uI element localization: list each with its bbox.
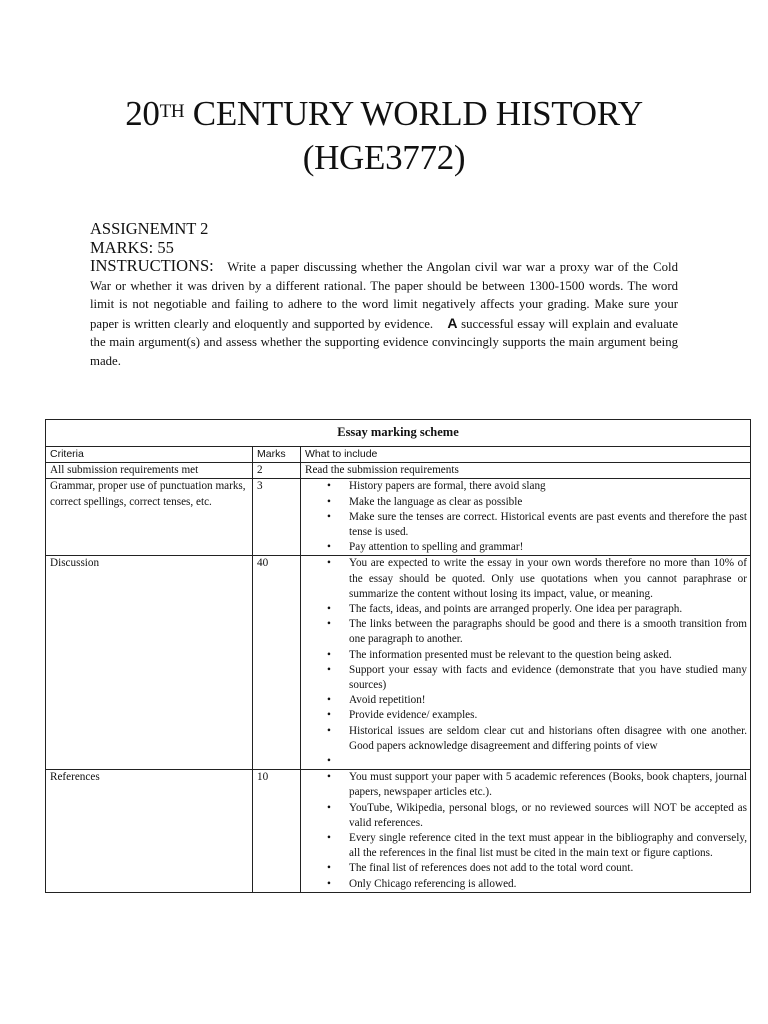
title-line-1 — [0, 92, 768, 136]
table-header-row — [46, 447, 751, 463]
criteria-cell: Grammar, proper use of punctuation marks, correct spellings, correct tenses, etc. — [46, 479, 253, 556]
table-caption: Essay marking scheme — [46, 420, 751, 447]
table-row — [46, 556, 751, 770]
marks-cell: 40 — [253, 556, 301, 770]
bullet-item: • Support your essay with facts and evidence (demonstrate that you have studied many sources) — [349, 663, 747, 693]
bullet-item: • The information presented must be relevant to the question being asked. — [349, 648, 747, 663]
header-criteria: Criteria — [46, 447, 253, 463]
bullet-item: • The links between the paragraphs should be good and there is a smooth transition from one paragraph to another. — [349, 617, 747, 647]
bullet-item: • Make sure the tenses are correct. Historical events are past events and therefore the past tense is used. — [349, 510, 747, 540]
bullet-item-empty — [349, 754, 747, 769]
criteria-cell: References — [46, 770, 253, 893]
bullet-list — [305, 479, 747, 555]
table-caption-row — [46, 420, 751, 447]
title-number: 20 — [125, 94, 160, 133]
table-row — [46, 463, 751, 479]
assignment-label: ASSIGNEMNT 2 — [90, 219, 209, 238]
title-text: CENTURY WORLD HISTORY — [184, 94, 643, 133]
title-superscript: TH — [159, 101, 185, 122]
bullet-item: • Make the language as clear as possible — [349, 495, 747, 510]
bullet-list — [305, 556, 747, 769]
criteria-cell: All submission requirements met — [46, 463, 253, 479]
marks-cell: 10 — [253, 770, 301, 893]
header-marks: Marks — [253, 447, 301, 463]
include-cell — [301, 479, 751, 556]
instructions-text-2: successful essay will explain and evaluate the main argument(s) and assess whether the supporting evidence convincingly supports the main argument being made. — [90, 316, 678, 368]
document-title — [0, 92, 768, 180]
bullet-item: • The final list of references does not add to the total word count. — [349, 861, 747, 876]
bullet-item: • Only Chicago referencing is allowed. — [349, 877, 747, 892]
marks-cell: 2 — [253, 463, 301, 479]
marks-label: MARKS: 55 — [90, 237, 174, 257]
header-what-to-include: What to include — [301, 447, 751, 463]
bullet-item: • You are expected to write the essay in your own words therefore no more than 10% of the essay should be quoted. Only use quotations when you cannot paraphrase or summarize the content without losing its impact, value, or meaning. — [349, 556, 747, 602]
bullet-item: • Avoid repetition! — [349, 693, 747, 708]
instructions-text-1: Write a paper discussing whether the Angolan civil war war a proxy war of the Cold War or whether it was driven by a different rational. The paper should be between 1300-1500 words. The word limit is not negotiable and failing to adhere to the word limit negatively affects your grading. Make sure your paper is written clearly and eloquently and supported by evidence. — [90, 260, 678, 331]
include-cell: Read the submission requirements — [301, 463, 751, 479]
bullet-item: • Every single reference cited in the text must appear in the bibliography and conversely, all the references in the final list must be cited in the main text or figure captions. — [349, 831, 747, 861]
table-row — [46, 770, 751, 893]
instructions — [90, 257, 678, 370]
include-cell — [301, 556, 751, 770]
bullet-item: • Pay attention to spelling and grammar! — [349, 540, 747, 555]
criteria-cell: Discussion — [46, 556, 253, 770]
instructions-label: INSTRUCTIONS: — [90, 256, 214, 275]
table-row — [46, 479, 751, 556]
bullet-item: • The facts, ideas, and points are arranged properly. One idea per paragraph. — [349, 602, 747, 617]
bullet-item: • Provide evidence/ examples. — [349, 708, 747, 723]
title-line-2: (HGE3772) — [302, 138, 466, 177]
bullet-list — [305, 770, 747, 892]
bullet-item: • YouTube, Wikipedia, personal blogs, or no reviewed sources will NOT be accepted as valid references. — [349, 801, 747, 831]
assignment-details — [90, 220, 678, 370]
bullet-item: • Historical issues are seldom clear cut and historians often disagree with one another. Good papers acknowledge disagreement and differing points of view — [349, 724, 747, 754]
bullet-item: • History papers are formal, there avoid slang — [349, 479, 747, 494]
marking-scheme-table — [45, 419, 751, 893]
marks-cell: 3 — [253, 479, 301, 556]
bullet-item: • You must support your paper with 5 academic references (Books, book chapters, journal papers, newspaper articles etc.). — [349, 770, 747, 800]
instructions-cap: A — [447, 314, 458, 331]
include-cell — [301, 770, 751, 893]
